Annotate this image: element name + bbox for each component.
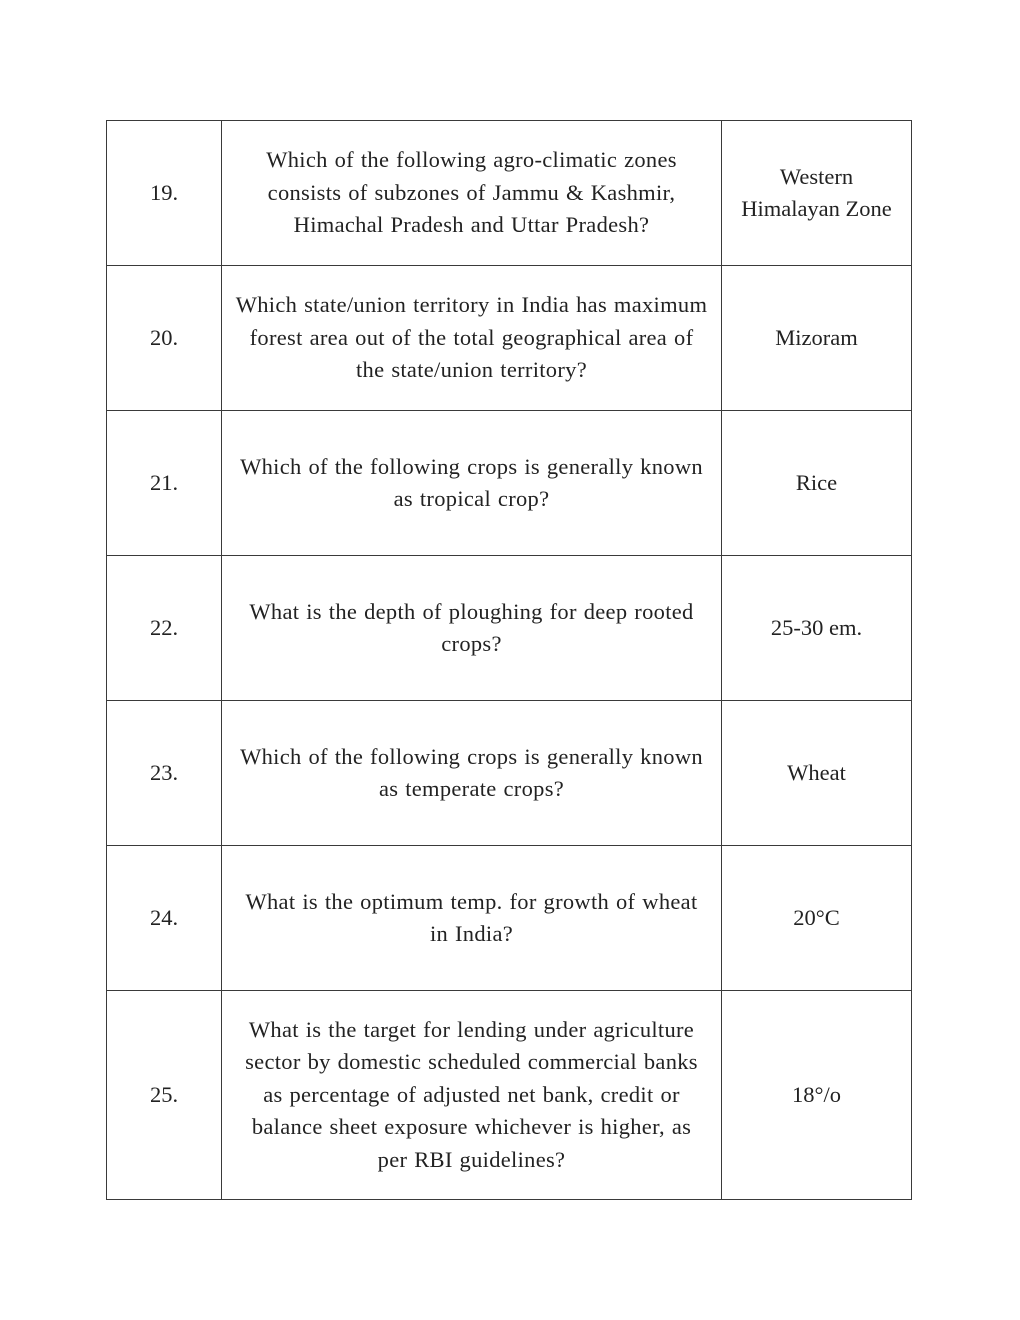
table-row: [107, 121, 912, 266]
question-text: What is the optimum temp. for growth of wheat in India?: [222, 846, 722, 991]
question-number: 25.: [107, 991, 222, 1200]
question-text: What is the depth of ploughing for deep rooted crops?: [222, 556, 722, 701]
answer-text: Western Himalayan Zone: [722, 121, 912, 266]
answer-text: 18°/o: [722, 991, 912, 1200]
answer-text: Wheat: [722, 701, 912, 846]
question-number: 21.: [107, 411, 222, 556]
question-text: Which of the following crops is generally known as temperate crops?: [222, 701, 722, 846]
table-row: [107, 846, 912, 991]
answer-text: Mizoram: [722, 266, 912, 411]
question-number: 24.: [107, 846, 222, 991]
table-row: [107, 556, 912, 701]
question-number: 19.: [107, 121, 222, 266]
table-row: [107, 991, 912, 1200]
question-text: What is the target for lending under agriculture sector by domestic scheduled commercial banks as percentage of adjusted net bank, credit or balance sheet exposure whichever is higher, as per RBI guidelines?: [222, 991, 722, 1200]
table-row: [107, 266, 912, 411]
table-row: [107, 411, 912, 556]
question-answer-table: [106, 120, 912, 1200]
table-row: [107, 701, 912, 846]
question-number: 22.: [107, 556, 222, 701]
question-text: Which of the following crops is generally known as tropical crop?: [222, 411, 722, 556]
answer-text: Rice: [722, 411, 912, 556]
answer-text: 20°C: [722, 846, 912, 991]
question-number: 20.: [107, 266, 222, 411]
answer-text: 25-30 em.: [722, 556, 912, 701]
question-text: Which of the following agro-climatic zones consists of subzones of Jammu & Kashmir, Himachal Pradesh and Uttar Pradesh?: [222, 121, 722, 266]
question-number: 23.: [107, 701, 222, 846]
question-text: Which state/union territory in India has maximum forest area out of the total geographical area of the state/union territory?: [222, 266, 722, 411]
